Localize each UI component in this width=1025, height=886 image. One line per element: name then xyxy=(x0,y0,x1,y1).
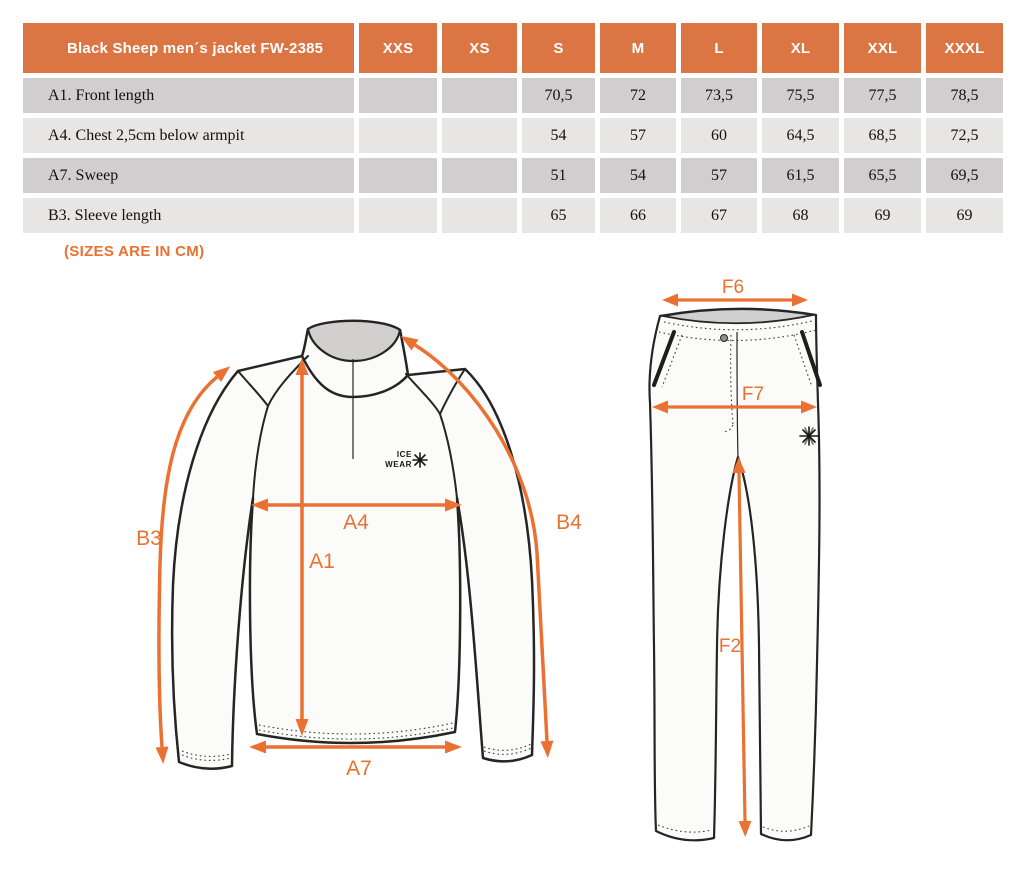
pants-diagram xyxy=(640,275,840,875)
cell-value: 69 xyxy=(844,198,921,233)
b4-label: B4 xyxy=(556,511,582,534)
size-col-xxl: XXL xyxy=(844,23,921,73)
a7-label: A7 xyxy=(346,757,372,780)
logo-line2: WEAR xyxy=(385,460,412,469)
cell-value: 70,5 xyxy=(522,78,595,113)
cell-value xyxy=(359,198,437,233)
f7-label: F7 xyxy=(741,384,765,405)
cell-value: 57 xyxy=(600,118,676,153)
table-row xyxy=(23,78,1003,113)
size-col-xxs: XXS xyxy=(359,23,437,73)
cell-value: 69,5 xyxy=(926,158,1003,193)
cell-value: 72 xyxy=(600,78,676,113)
cell-value xyxy=(359,158,437,193)
row-label: B3. Sleeve length xyxy=(23,198,354,233)
units-note: (SIZES ARE IN CM) xyxy=(64,243,205,260)
cell-value: 57 xyxy=(681,158,757,193)
cell-value: 60 xyxy=(681,118,757,153)
snowflake-icon xyxy=(413,453,427,467)
cell-value: 77,5 xyxy=(844,78,921,113)
a1-label: A1 xyxy=(309,550,335,573)
cell-value: 51 xyxy=(522,158,595,193)
cell-value: 61,5 xyxy=(762,158,839,193)
size-col-xl: XL xyxy=(762,23,839,73)
cell-value: 72,5 xyxy=(926,118,1003,153)
waist-button xyxy=(721,335,728,342)
cell-value: 54 xyxy=(522,118,595,153)
snowflake-icon xyxy=(800,427,818,445)
cell-value xyxy=(359,78,437,113)
size-col-xs: XS xyxy=(442,23,517,73)
cell-value xyxy=(442,78,517,113)
f6-label: F6 xyxy=(721,277,745,298)
cell-value: 75,5 xyxy=(762,78,839,113)
row-label: A7. Sweep xyxy=(23,158,354,193)
cell-value: 54 xyxy=(600,158,676,193)
row-label: A1. Front length xyxy=(23,78,354,113)
cell-value: 68 xyxy=(762,198,839,233)
table-header-row xyxy=(23,23,1003,73)
a4-label: A4 xyxy=(343,511,369,534)
cell-value: 78,5 xyxy=(926,78,1003,113)
size-col-xxxl: XXXL xyxy=(926,23,1003,73)
cell-value: 64,5 xyxy=(762,118,839,153)
pants-outline xyxy=(649,309,819,841)
cell-value: 68,5 xyxy=(844,118,921,153)
cell-value: 69 xyxy=(926,198,1003,233)
size-col-m: M xyxy=(600,23,676,73)
cell-value: 73,5 xyxy=(681,78,757,113)
cell-value: 66 xyxy=(600,198,676,233)
size-col-s: S xyxy=(522,23,595,73)
size-table xyxy=(18,18,1008,238)
f2-label: F2 xyxy=(718,636,742,657)
size-col-l: L xyxy=(681,23,757,73)
cell-value: 65,5 xyxy=(844,158,921,193)
cell-value xyxy=(359,118,437,153)
table-row xyxy=(23,118,1003,153)
table-row xyxy=(23,158,1003,193)
jacket-diagram xyxy=(105,285,595,800)
cell-value xyxy=(442,118,517,153)
logo-line1: ICE xyxy=(396,450,412,459)
b3-label: B3 xyxy=(136,527,162,550)
cell-value xyxy=(442,198,517,233)
cell-value: 67 xyxy=(681,198,757,233)
table-row xyxy=(23,198,1003,233)
cell-value xyxy=(442,158,517,193)
row-label: A4. Chest 2,5cm below armpit xyxy=(23,118,354,153)
table-title: Black Sheep men´s jacket FW-2385 xyxy=(23,23,354,73)
cell-value: 65 xyxy=(522,198,595,233)
